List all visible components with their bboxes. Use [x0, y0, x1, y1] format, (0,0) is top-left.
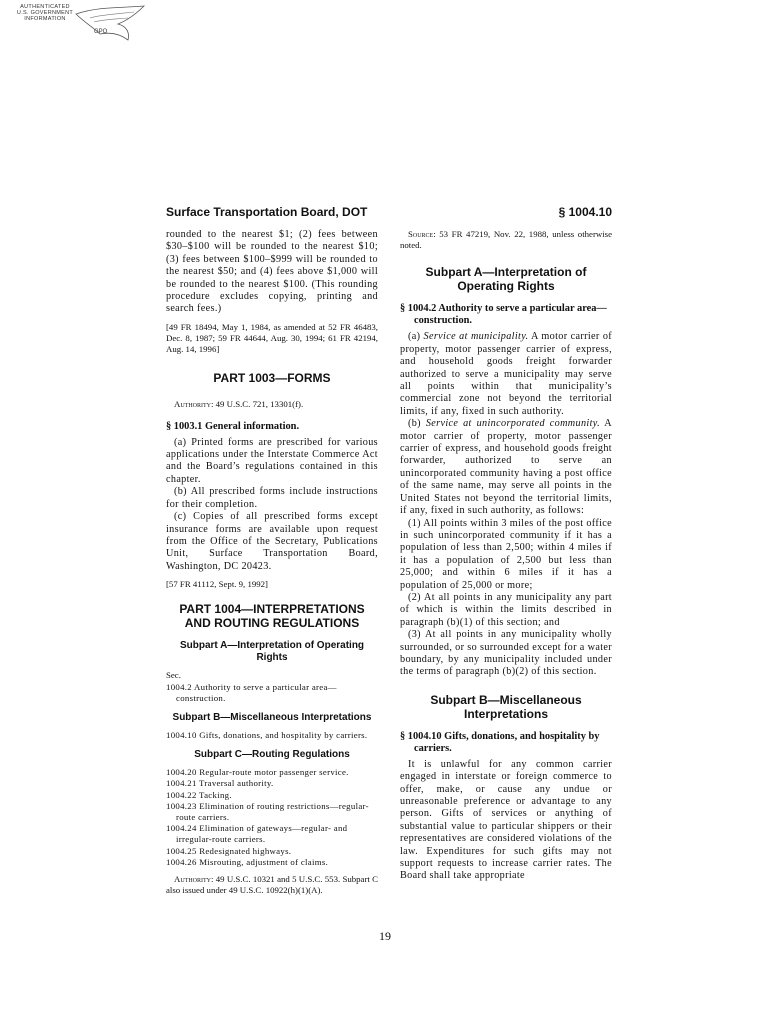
paragraph: It is unlawful for any common carrier engaged in interstate or foreign commerce to offer, make, or cause any undue or unreasonable preference or advantage to any person. Gifts of services or anything of substantial value to particular shippers or their representatives are considered violations of the law. Expenditures for such gifts may not support requests to increase carrier rates. The Board shall take appropriate — [400, 758, 612, 882]
left-column — [166, 229, 378, 896]
authority-note — [166, 399, 378, 410]
part-title: PART 1003—FORMS — [213, 371, 331, 386]
authority-note — [166, 874, 378, 896]
section-heading: § 1004.10 Gifts, donations, and hospitality by carriers. — [400, 730, 600, 754]
seal-line: AUTHENTICATED — [20, 4, 70, 10]
toc-entry: 1004.22 Tacking. — [166, 789, 232, 800]
paragraph-label: (b) — [408, 418, 426, 430]
seal-line: INFORMATION — [24, 16, 66, 23]
paragraph — [400, 418, 612, 517]
toc-entry: 1004.26 Misrouting, adjustment of claims. — [166, 856, 329, 867]
subpart-title: Subpart B—Miscellaneous Interpretations — [172, 711, 372, 723]
toc-entry: 1004.24 Elimination of gateways—regular- and irregular-route carriers. — [166, 823, 348, 845]
paragraph: (b) All prescribed forms include instructions for their completion. — [166, 486, 378, 510]
toc-entry: 1004.21 Traversal authority. — [166, 778, 274, 789]
seal-mark: GPO — [94, 29, 108, 35]
toc-sec-label: Sec. — [166, 670, 181, 681]
subpart-title: Subpart A—Interpretation of Operating Rights — [179, 640, 365, 664]
subpart-title: Subpart B—Miscellaneous Interpretations — [430, 692, 582, 721]
paragraph: (2) At all points in any municipality any part of which is within the limits described in paragraph (b)(1) of this section; and — [400, 591, 612, 628]
paragraph — [400, 331, 612, 418]
authority-text: : 49 U.S.C. 10321 and 5 U.S.C. 553. Subpart C also issued under 49 U.S.C. 10922(h)(1)(A). — [166, 873, 378, 896]
running-head-title: Surface Transportation Board, DOT — [166, 205, 368, 219]
paragraph: (a) Printed forms are prescribed for various applications under the Interstate Commerce Act and the Board’s regulations contained in this chapter. — [166, 436, 378, 485]
source-label: Source — [408, 229, 434, 239]
seal-line: U.S. GOVERNMENT — [16, 10, 74, 17]
paragraph-text: A motor carrier of property, motor passenger carrier of express, and household goods freight forwarder, authorized to serve an unincorporated community having a post office of the same name, may serve all points in the United States not beyond the territorial limits, if any, fixed in such authority, as follows: — [400, 418, 612, 517]
page-number: 19 — [379, 929, 391, 943]
eagle-logo-icon — [70, 4, 150, 46]
part-title: PART 1004—INTERPRETATIONS AND ROUTING REGULATIONS — [179, 602, 365, 631]
running-head-section: § 1004.10 — [558, 205, 612, 219]
paragraph: (1) All points within 3 miles of the post office in such unincorporated community if it has a population of less than 2,500; within 4 miles if it has a population of 2,500 but less than 25,000; and within 6 miles if it has a population of 25,000 or more; — [400, 517, 612, 591]
citation: [49 FR 18494, May 1, 1984, as amended at 52 FR 46483, Dec. 8, 1987; 59 FR 44644, Aug. 30, 1994; 61 FR 42194, Aug. 14, 1996] — [166, 321, 378, 355]
authentication-seal — [10, 4, 150, 46]
toc-entry: 1004.23 Elimination of routing restrictions—regular-route carriers. — [166, 800, 369, 822]
authority-text: : 49 U.S.C. 721, 13301(f). — [211, 399, 304, 410]
paragraph: (c) Copies of all prescribed forms except insurance forms are available upon request from the Office of the Secretary, Publications Unit, Surface Transportation Board, Washington, DC 20423. — [166, 511, 378, 572]
paragraph: (3) At all points in any municipality wholly surrounded, or so surrounded except for a water boundary, by any municipality included under the terms of paragraph (b)(2) of this section. — [400, 629, 612, 678]
right-column — [400, 229, 612, 883]
toc-entry: 1004.10 Gifts, donations, and hospitality by carriers. — [166, 729, 368, 740]
section-heading: § 1003.1 General information. — [166, 420, 300, 432]
paragraph-heading: Service at unincorporated community. — [425, 418, 600, 430]
running-head — [166, 205, 612, 221]
toc-entry: 1004.20 Regular-route motor passenger service. — [166, 767, 349, 778]
subpart-title: Subpart A—Interpretation of Operating Rights — [425, 265, 587, 294]
citation: [57 FR 41112, Sept. 9, 1992] — [166, 579, 268, 590]
source-text: : 53 FR 47219, Nov. 22, 1988, unless otherwise noted. — [400, 229, 612, 251]
paragraph: rounded to the nearest $1; (2) fees between $30–$100 will be rounded to the nearest $10; (3) fees between $100–$999 will be rounded to the nearest $50; and (4) fees above $1,000 will be rounded to the nearest $100. (This rounding procedure excludes copying, printing and search fees.) — [166, 229, 378, 315]
section-heading: § 1004.2 Authority to serve a particular area—construction. — [400, 303, 607, 327]
source-note — [400, 229, 612, 251]
toc-entry: 1004.25 Redesignated highways. — [166, 845, 292, 856]
paragraph-label: (a) — [408, 331, 424, 343]
paragraph-text: A motor carrier of property, motor passenger carrier of express, and household goods freight forwarder authorized to serve a municipality may serve all points within that municipality’s commercial zone not beyond the territorial limits, if any, fixed in such authority. — [400, 331, 613, 417]
toc-entry: 1004.2 Authority to serve a particular area—construction. — [166, 681, 337, 703]
paragraph-heading: Service at municipality. — [423, 331, 529, 343]
subpart-title: Subpart C—Routing Regulations — [194, 749, 350, 761]
authority-label: Authority — [174, 873, 212, 884]
authority-label: Authority — [174, 399, 212, 410]
